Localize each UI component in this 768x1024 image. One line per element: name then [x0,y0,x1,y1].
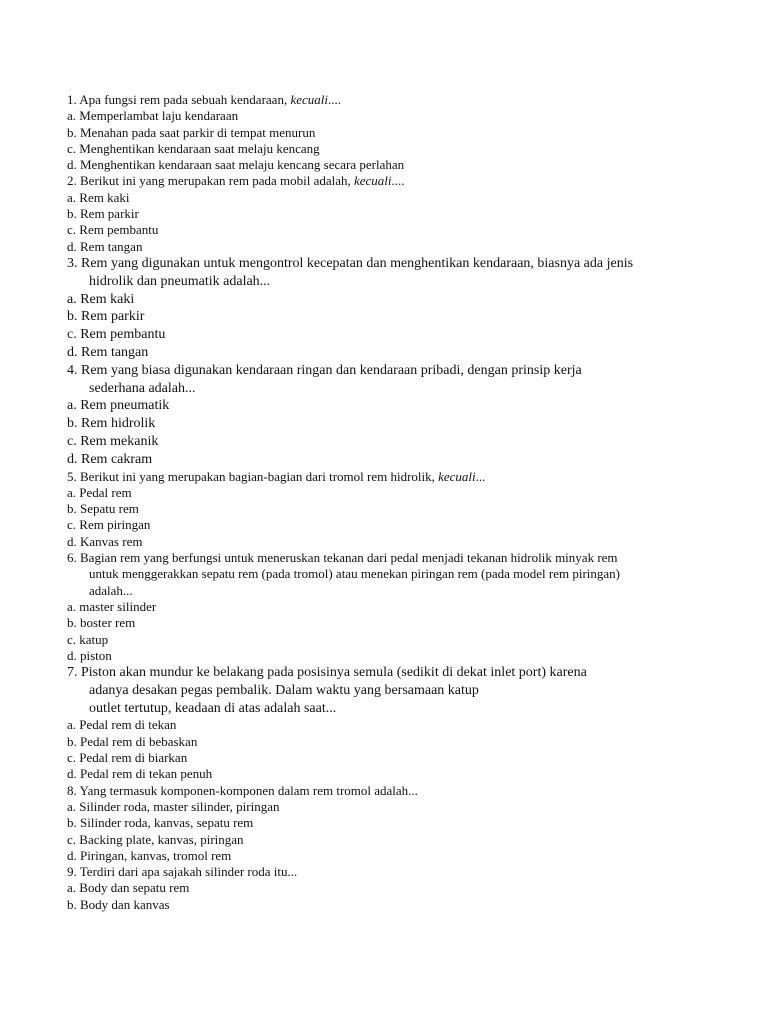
question-6-stem-line-2: untuk menggerakkan sepatu rem (pada tromol) atau menekan piringan rem (pada model rem piringan) [89,566,621,582]
question-6-option-a: a. master silinder [67,598,157,614]
question-2-option-c: c. Rem pembantu [67,222,159,238]
question-3-option-b: b. Rem parkir [67,309,145,325]
question-5-option-b: b. Sepatu rem [67,501,139,517]
question-6-option-c: c. katup [67,631,109,647]
question-1-stem: 1. Apa fungsi rem pada sebuah kendaraan, kecuali.... [67,92,341,107]
question-2-option-a: a. Rem kaki [67,189,130,205]
question-2-option-b: b. Rem parkir [67,206,139,222]
question-5-option-c: c. Rem piringan [67,517,151,533]
question-7-stem-line-2: adanya desakan pegas pembalik. Dalam waktu yang bersamaan katup [89,682,479,698]
question-3-option-d: d. Rem tangan [67,344,149,360]
question-9-option-b: b. Body dan kanvas [67,896,170,912]
question-5-option-a: a. Pedal rem [67,484,132,500]
question-3-stem-line-2: hidrolik dan pneumatik adalah... [89,273,271,289]
question-8-option-c: c. Backing plate, kanvas, piringan [67,831,244,847]
question-5-option-d: d. Kanvas rem [67,533,143,549]
question-1-option-d: d. Menghentikan kendaraan saat melaju kencang secara perlahan [67,157,405,173]
question-3-option-c: c. Rem pembantu [67,327,166,343]
question-7-option-c: c. Pedal rem di biarkan [67,750,188,766]
question-7-stem-line-1: 7. Piston akan mundur ke belakang pada posisinya semula (sedikit di dekat inlet port) karena [67,665,587,681]
question-8-stem: 8. Yang termasuk komponen-komponen dalam rem tromol adalah... [67,782,418,798]
question-7-option-a: a. Pedal rem di tekan [67,717,177,733]
question-7-option-b: b. Pedal rem di bebaskan [67,733,198,749]
question-2-option-d: d. Rem tangan [67,238,143,254]
question-6-stem-line-1: 6. Bagian rem yang berfungsi untuk meneruskan tekanan dari pedal menjadi tekanan hidrolik minyak rem [67,550,618,566]
question-8-option-a: a. Silinder roda, master silinder, piringan [67,798,280,814]
question-7-option-d: d. Pedal rem di tekan penuh [67,766,213,782]
question-8-option-b: b. Silinder roda, kanvas, sepatu rem [67,815,254,831]
question-3-option-a: a. Rem kaki [67,291,135,307]
question-8-option-d: d. Piringan, kanvas, tromol rem [67,847,232,863]
question-1-option-a: a. Memperlambat laju kendaraan [67,108,239,124]
question-9-option-a: a. Body dan sepatu rem [67,880,190,896]
question-2-emphasis: kecuali [354,173,392,189]
question-6-option-b: b. boster rem [67,615,136,631]
question-3-stem-line-1: 3. Rem yang digunakan untuk mengontrol kecepatan dan menghentikan kendaraan, biasnya ada jenis [67,255,634,271]
question-4-option-a: a. Rem pneumatik [67,398,170,414]
question-7-stem-line-3: outlet tertutup, keadaan di atas adalah saat... [89,700,337,716]
question-6-stem-line-3: adalah... [89,582,133,598]
question-4-option-c: c. Rem mekanik [67,433,159,449]
question-2-stem: 2. Berikut ini yang merupakan rem pada mobil adalah, kecuali.... [67,173,405,189]
question-4-stem-line-2: sederhana adalah... [89,380,196,396]
question-6-option-d: d. piston [67,647,112,663]
question-4-stem-line-1: 4. Rem yang biasa digunakan kendaraan ringan dan kendaraan pribadi, dengan prinsip kerja [67,362,582,378]
question-1-option-b: b. Menahan pada saat parkir di tempat menurun [67,124,316,140]
question-5-stem: 5. Berikut ini yang merupakan bagian-bagian dari tromol rem hidrolik, kecuali... [67,468,486,484]
question-9-stem: 9. Terdiri dari apa sajakah silinder roda itu... [67,864,298,880]
question-1-emphasis: kecuali [290,92,328,107]
question-1-option-c: c. Menghentikan kendaraan saat melaju kencang [67,140,320,156]
question-4-option-d: d. Rem cakram [67,451,153,467]
question-4-option-b: b. Rem hidrolik [67,416,156,432]
question-5-emphasis: kecuali [438,468,476,484]
question-list [67,92,707,913]
